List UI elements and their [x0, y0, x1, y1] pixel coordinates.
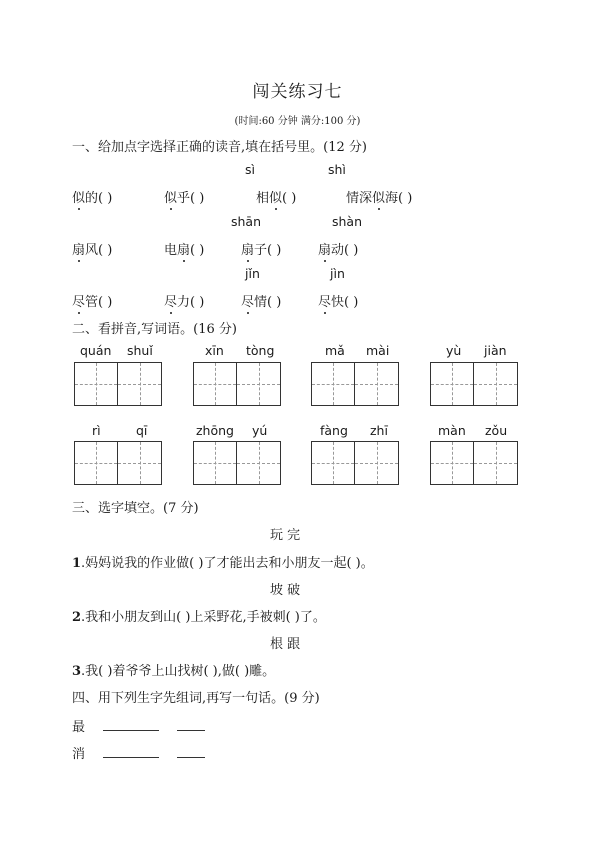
writing-grid[interactable]: [74, 441, 162, 485]
writing-cell[interactable]: [311, 441, 355, 485]
writing-grid[interactable]: [74, 362, 162, 406]
writing-cell[interactable]: [355, 362, 399, 406]
dotted-char: 扇: [72, 239, 85, 258]
pinyin-label: jiàn: [484, 343, 507, 358]
pinyin-label: zǒu: [485, 423, 508, 438]
compose-row: [72, 716, 205, 735]
writing-grid[interactable]: [193, 362, 281, 406]
section2-heading: 二、看拼音,写词语。(16 分): [72, 322, 237, 337]
fill-question: 3.我( )着爷爷上山找树( ),做( )雕。: [72, 664, 276, 679]
pinyin-option: shàn: [332, 214, 363, 229]
pinyin-label: rì: [92, 423, 101, 438]
dotted-char: 尽: [318, 291, 331, 310]
compose-row: [72, 743, 205, 762]
answer-blank[interactable]: [177, 718, 205, 731]
pinyin-label: mài: [366, 343, 390, 358]
writing-grid[interactable]: [311, 362, 399, 406]
section1-heading: 一、给加点字选择正确的读音,填在括号里。(12 分): [72, 140, 367, 155]
word-options: 根 跟: [270, 637, 301, 652]
pinyin-label: fàng: [320, 423, 348, 438]
pinyin-label: shuǐ: [127, 343, 153, 358]
fill-question: 2.我和小朋友到山( )上采野花,手被刺( )了。: [72, 610, 326, 625]
dotted-char: 尽: [241, 291, 254, 310]
question-number: 2: [72, 610, 82, 625]
dotted-char: 尽: [164, 291, 177, 310]
word-options: 坡 破: [270, 583, 301, 598]
question-item: 似乎( ): [164, 187, 204, 206]
writing-cell[interactable]: [118, 362, 162, 406]
question-item: 尽管( ): [72, 291, 112, 310]
dotted-char: 似: [164, 187, 177, 206]
pinyin-label: quán: [80, 343, 112, 358]
question-item: 扇风( ): [72, 239, 112, 258]
dotted-char: 扇: [177, 239, 190, 258]
writing-cell[interactable]: [430, 362, 474, 406]
question-item: 情深似海( ): [346, 187, 412, 206]
writing-cell[interactable]: [237, 362, 281, 406]
question-item: 扇动( ): [318, 239, 358, 258]
pinyin-label: màn: [438, 423, 466, 438]
dotted-char: 似: [72, 187, 85, 206]
writing-cell[interactable]: [193, 441, 237, 485]
pinyin-label: mǎ: [325, 343, 345, 358]
answer-blank[interactable]: [177, 745, 205, 758]
dotted-char: 尽: [72, 291, 85, 310]
writing-grid[interactable]: [430, 362, 518, 406]
question-item: 尽力( ): [164, 291, 204, 310]
question-item: 扇子( ): [241, 239, 281, 258]
pinyin-label: zhī: [370, 423, 388, 438]
question-number: 1: [72, 556, 82, 571]
dotted-char: 扇: [318, 239, 331, 258]
pinyin-label: yù: [446, 343, 462, 358]
question-item: 相似( ): [256, 187, 296, 206]
section4-heading: 四、用下列生字先组词,再写一句话。(9 分): [72, 691, 320, 706]
question-number: 3: [72, 664, 82, 679]
writing-cell[interactable]: [193, 362, 237, 406]
pinyin-label: xīn: [205, 343, 224, 358]
writing-cell[interactable]: [74, 362, 118, 406]
writing-grid[interactable]: [430, 441, 518, 485]
pinyin-option: sì: [245, 162, 255, 177]
question-item: 电扇( ): [164, 239, 204, 258]
dotted-char: 似: [269, 187, 282, 206]
writing-cell[interactable]: [355, 441, 399, 485]
writing-cell[interactable]: [474, 362, 518, 406]
question-item: 尽快( ): [318, 291, 358, 310]
pinyin-option: jǐn: [245, 266, 260, 281]
section3-heading: 三、选字填空。(7 分): [72, 501, 199, 516]
word-options: 玩 完: [270, 528, 301, 543]
pinyin-option: jìn: [330, 266, 345, 281]
pinyin-label: zhōng: [196, 423, 234, 438]
pinyin-label: yú: [252, 423, 268, 438]
page-subtitle: (时间:60 分钟 满分:100 分): [234, 116, 361, 127]
writing-cell[interactable]: [311, 362, 355, 406]
dotted-char: 扇: [241, 239, 254, 258]
writing-grid[interactable]: [311, 441, 399, 485]
writing-cell[interactable]: [237, 441, 281, 485]
dotted-char: 似: [372, 187, 385, 206]
pinyin-label: tòng: [246, 343, 275, 358]
target-char: 消: [72, 747, 86, 762]
pinyin-option: shì: [328, 162, 346, 177]
writing-grid[interactable]: [193, 441, 281, 485]
writing-cell[interactable]: [118, 441, 162, 485]
pinyin-option: shān: [231, 214, 262, 229]
fill-question: 1.妈妈说我的作业做( )了才能出去和小朋友一起( )。: [72, 556, 374, 571]
pinyin-label: qī: [136, 423, 148, 438]
question-item: 似的( ): [72, 187, 112, 206]
answer-blank[interactable]: [103, 718, 159, 731]
writing-cell[interactable]: [430, 441, 474, 485]
target-char: 最: [72, 720, 86, 735]
writing-cell[interactable]: [474, 441, 518, 485]
answer-blank[interactable]: [103, 745, 159, 758]
page-title: 闯关练习七: [252, 82, 343, 102]
question-item: 尽情( ): [241, 291, 281, 310]
writing-cell[interactable]: [74, 441, 118, 485]
